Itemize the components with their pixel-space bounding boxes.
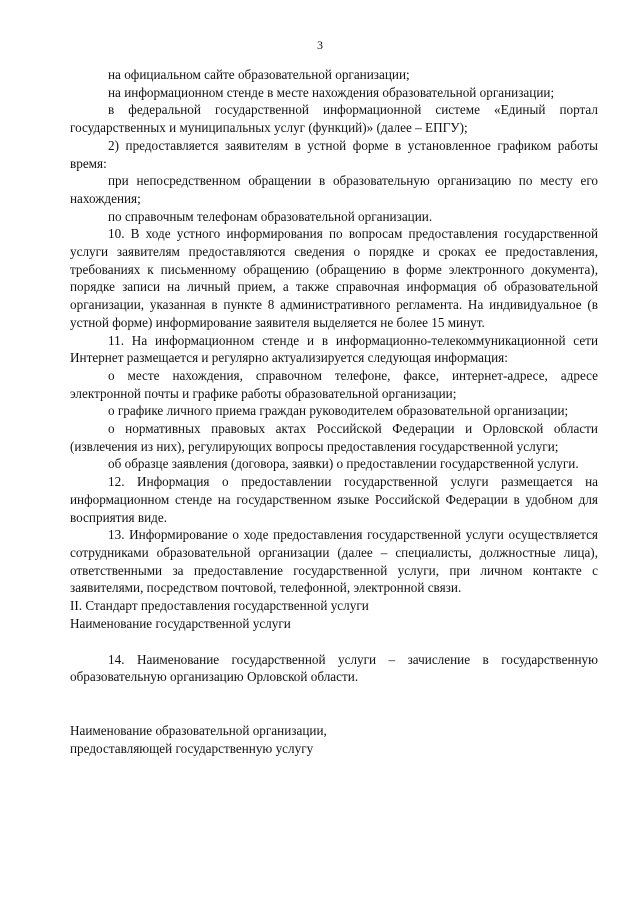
paragraph: о месте нахождения, справочном телефоне, факсе, интернет-адресе, адресе электронной почты и графике работы образовательной организации; (70, 367, 598, 401)
paragraph: по справочным телефонам образовательной организации. (108, 208, 433, 224)
org-heading-line: предоставляющей государственную услугу (70, 740, 314, 756)
org-heading-line: Наименование образовательной организации, (70, 722, 327, 738)
paragraph: 14. Наименование государственной услуги – зачисление в государственную образовательную организацию Орловской области. (70, 651, 598, 685)
paragraph: о графике личного приема граждан руководителем образовательной организации; (108, 403, 569, 419)
section-title: II. Стандарт предоставления государственной услуги (70, 598, 369, 614)
paragraph: при непосредственном обращении в образовательную организацию по месту его нахождения; (70, 173, 598, 206)
paragraph: 13. Информирование о ходе предоставления государственной услуги осуществляется сотрудниками образовательной организации (далее – специалисты, должностные лица), ответственными за предоставление государственной услуги, при личном контакте с заявителями, посредством почтовой, телефонной, электронной связи. (70, 527, 598, 596)
paragraph: 11. На информационном стенде и в информационно-телекоммуникационной сети Интернет размещается и регулярно актуализируется следующая информация: (70, 332, 598, 366)
paragraph: 12. Информация о предоставлении государственной услуги размещается на информационном стенде на государственном языке Российской Федерации в удобном для восприятия виде. (70, 474, 598, 525)
paragraph: на информационном стенде в месте нахождения образовательной организации; (108, 84, 555, 100)
org-heading (70, 722, 598, 757)
paragraph: об образце заявления (договора, заявки) о предоставлении государственной услуги. (108, 456, 579, 472)
document-body (70, 66, 598, 757)
paragraph: 10. В ходе устного информирования по вопросам предоставления государственной услуги заявителям предоставляются сведения о порядке и сроках ее предоставления, требованиях к письменному обращению (обращению в форме электронного документа), порядке записи на личный прием, а также справочная информация об образовательной организации, указанная в пункте 8 административного регламента. На индивидуальное (в устной форме) информирование заявителя выделяется не более 15 минут. (70, 226, 598, 330)
paragraph: о нормативных правовых актах Российской Федерации и Орловской области (извлечения из них), регулирующих вопросы предоставления государственной услуги; (70, 421, 598, 454)
page-number: 3 (317, 38, 323, 52)
paragraph: 2) предоставляется заявителям в устной форме в установленное графиком работы время: (70, 137, 598, 171)
paragraph: в федеральной государственной информационной системе «Единый портал государственных и муниципальных услуг (функций)» (далее – ЕПГУ); (70, 102, 598, 136)
paragraph: на официальном сайте образовательной организации; (108, 67, 410, 82)
subsection-title: Наименование государственной услуги (70, 615, 291, 631)
